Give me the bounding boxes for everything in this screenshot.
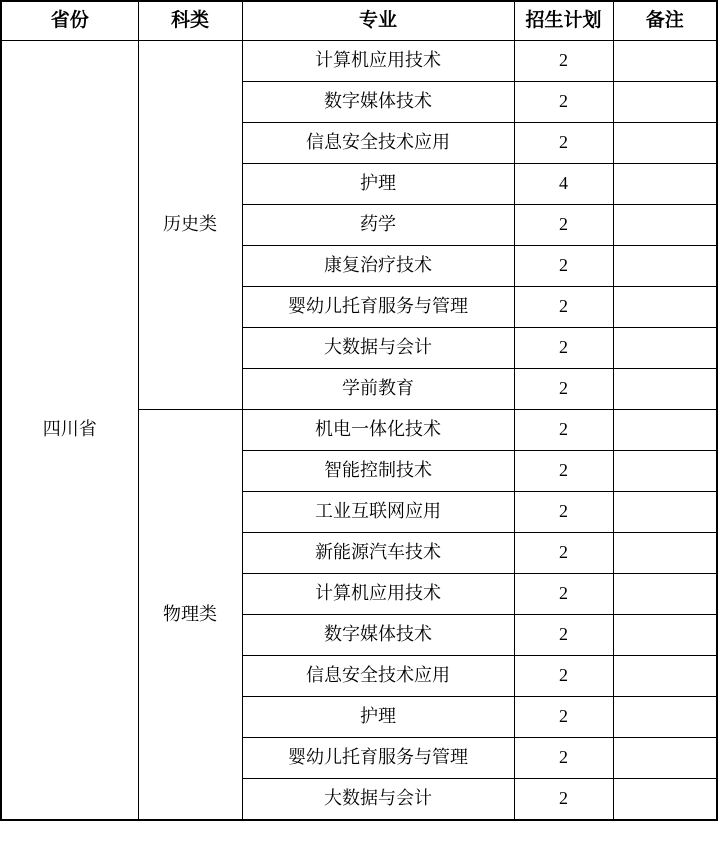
major-cell: 护理 <box>242 164 514 205</box>
header-row <box>1 1 717 41</box>
remark-cell <box>613 123 717 164</box>
major-cell: 康复治疗技术 <box>242 246 514 287</box>
plan-cell: 2 <box>514 246 613 287</box>
remark-cell <box>613 205 717 246</box>
plan-cell: 2 <box>514 533 613 574</box>
plan-cell: 2 <box>514 369 613 410</box>
major-cell: 信息安全技术应用 <box>242 656 514 697</box>
plan-cell: 2 <box>514 123 613 164</box>
remark-cell <box>613 451 717 492</box>
major-cell: 机电一体化技术 <box>242 410 514 451</box>
remark-cell <box>613 328 717 369</box>
header-major: 专业 <box>242 1 514 41</box>
plan-cell: 2 <box>514 41 613 82</box>
header-province: 省份 <box>1 1 138 41</box>
remark-cell <box>613 656 717 697</box>
remark-cell <box>613 779 717 821</box>
major-cell: 数字媒体技术 <box>242 82 514 123</box>
remark-cell <box>613 246 717 287</box>
major-cell: 工业互联网应用 <box>242 492 514 533</box>
plan-cell: 2 <box>514 82 613 123</box>
plan-cell: 2 <box>514 656 613 697</box>
remark-cell <box>613 615 717 656</box>
remark-cell <box>613 287 717 328</box>
major-cell: 计算机应用技术 <box>242 574 514 615</box>
header-remark: 备注 <box>613 1 717 41</box>
major-cell: 信息安全技术应用 <box>242 123 514 164</box>
plan-cell: 2 <box>514 738 613 779</box>
major-cell: 护理 <box>242 697 514 738</box>
major-cell: 新能源汽车技术 <box>242 533 514 574</box>
remark-cell <box>613 574 717 615</box>
remark-cell <box>613 164 717 205</box>
major-cell: 婴幼儿托育服务与管理 <box>242 738 514 779</box>
major-cell: 学前教育 <box>242 369 514 410</box>
remark-cell <box>613 533 717 574</box>
remark-cell <box>613 41 717 82</box>
remark-cell <box>613 697 717 738</box>
table-row <box>1 41 717 82</box>
major-cell: 数字媒体技术 <box>242 615 514 656</box>
plan-cell: 2 <box>514 574 613 615</box>
major-cell: 智能控制技术 <box>242 451 514 492</box>
plan-cell: 4 <box>514 164 613 205</box>
major-cell: 药学 <box>242 205 514 246</box>
remark-cell <box>613 492 717 533</box>
plan-cell: 2 <box>514 205 613 246</box>
remark-cell <box>613 369 717 410</box>
remark-cell <box>613 410 717 451</box>
major-cell: 计算机应用技术 <box>242 41 514 82</box>
province-cell: 四川省 <box>1 41 138 821</box>
major-cell: 大数据与会计 <box>242 328 514 369</box>
remark-cell <box>613 82 717 123</box>
plan-cell: 2 <box>514 697 613 738</box>
header-category: 科类 <box>138 1 242 41</box>
plan-cell: 2 <box>514 410 613 451</box>
plan-cell: 2 <box>514 615 613 656</box>
major-cell: 大数据与会计 <box>242 779 514 821</box>
plan-cell: 2 <box>514 451 613 492</box>
plan-cell: 2 <box>514 287 613 328</box>
category-cell-history: 历史类 <box>138 41 242 410</box>
category-cell-physics: 物理类 <box>138 410 242 821</box>
plan-cell: 2 <box>514 779 613 821</box>
major-cell: 婴幼儿托育服务与管理 <box>242 287 514 328</box>
plan-cell: 2 <box>514 492 613 533</box>
plan-cell: 2 <box>514 328 613 369</box>
remark-cell <box>613 738 717 779</box>
header-plan: 招生计划 <box>514 1 613 41</box>
